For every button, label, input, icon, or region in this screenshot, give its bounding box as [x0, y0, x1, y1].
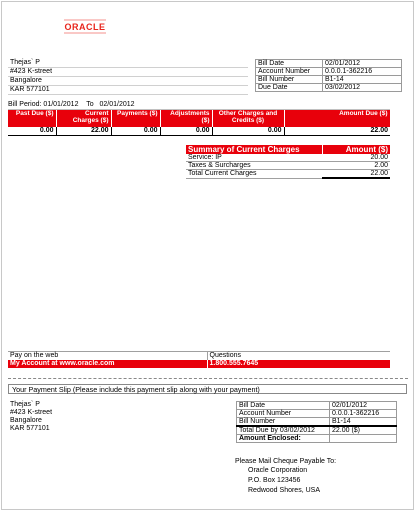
- cut-line: [8, 378, 408, 379]
- header-current-charges: Current Charges ($): [56, 110, 111, 127]
- summary-row-label: Service: IP: [186, 154, 322, 162]
- bill-period: [8, 100, 390, 110]
- slip-customer-city: Bangalore: [10, 417, 42, 424]
- value-amount-due: 22.00: [284, 127, 390, 136]
- mail-line-1: Oracle Corporation: [248, 467, 308, 474]
- header-adjustments: Adjustments ($): [160, 110, 212, 127]
- account-number-label: Account Number: [256, 68, 323, 76]
- slip-total-due-value: 22.00 ($): [330, 426, 397, 435]
- bill-date-value: 02/01/2012: [323, 60, 402, 68]
- summary-total-amount: 22.00: [322, 170, 390, 179]
- slip-customer-name: Thejas` P: [10, 401, 40, 408]
- bill-info-table: [255, 59, 402, 92]
- questions-label: Questions: [207, 352, 390, 361]
- slip-account-label: Account Number: [237, 410, 330, 418]
- summary-row-amount: 2.00: [322, 162, 390, 170]
- header-past-due: Past Due ($): [8, 110, 56, 127]
- due-date-value: 03/02/2012: [323, 84, 402, 92]
- value-other-charges: 0.00: [212, 127, 284, 136]
- account-number-value: 0.0.0.1-362216: [323, 68, 402, 76]
- oracle-logo: ORACLE: [64, 22, 106, 32]
- summary-table: [186, 145, 390, 179]
- slip-customer-street: #423 K-street: [10, 409, 53, 416]
- payment-slip-title: Your Payment Slip (Please include this payment slip along with your payment): [8, 384, 407, 394]
- charges-header: [8, 110, 391, 127]
- header-payments: Payments ($): [111, 110, 160, 127]
- summary-total-label: Total Current Charges: [186, 170, 322, 179]
- bill-number-label: Bill Number: [256, 76, 323, 84]
- bill-date-label: Bill Date: [256, 60, 323, 68]
- customer-street: #423 K-street: [8, 68, 248, 77]
- slip-customer-region: KAR 577101: [10, 425, 50, 432]
- summary-row-amount: 20.00: [322, 154, 390, 162]
- bill-period-to: 02/01/2012: [99, 101, 135, 108]
- bill-number-value: B1-14: [323, 76, 402, 84]
- phone-number: 1.800.555.7645: [209, 360, 259, 367]
- customer-region: KAR 577101: [8, 86, 248, 95]
- summary-title: Summary of Current Charges: [186, 145, 322, 154]
- web-payment-table: [8, 351, 390, 368]
- slip-total-due-label: Total Due by 03/02/2012: [237, 426, 330, 435]
- customer-name: Thejas` P: [8, 59, 248, 68]
- slip-amount-enclosed-label: Amount Enclosed:: [237, 435, 330, 443]
- customer-address: [8, 59, 248, 95]
- slip-customer-address: [8, 401, 228, 433]
- slip-bill-number-value: B1-14: [330, 418, 397, 427]
- due-date-label: Due Date: [256, 84, 323, 92]
- slip-bill-info-table: [236, 401, 397, 443]
- customer-city: Bangalore: [8, 77, 248, 86]
- summary-amount-header: Amount ($): [345, 145, 388, 154]
- mail-line-3: Redwood Shores, USA: [248, 487, 320, 494]
- bill-period-to-label: To: [86, 101, 94, 108]
- slip-bill-date-label: Bill Date: [237, 402, 330, 410]
- pay-on-web-label: Pay on the web: [8, 352, 207, 361]
- header-amount-due: Amount Due ($): [284, 110, 390, 127]
- bill-period-from: 01/01/2012: [43, 101, 79, 108]
- slip-bill-number-label: Bill Number: [237, 418, 330, 427]
- value-past-due: 0.00: [8, 127, 56, 136]
- bill-page: [1, 1, 414, 510]
- bill-period-label: Bill Period:: [8, 101, 42, 108]
- slip-amount-enclosed-field[interactable]: [330, 435, 397, 443]
- value-payments: 0.00: [111, 127, 160, 136]
- mail-cheque-heading: Please Mail Cheque Payable To:: [235, 458, 337, 465]
- my-account-link[interactable]: My Account at www.oracle.com: [8, 360, 207, 368]
- value-current-charges: 22.00: [56, 127, 111, 136]
- slip-account-value: 0.0.0.1-362216: [330, 410, 397, 418]
- header-other-charges: Other Charges and Credits ($): [212, 110, 284, 127]
- slip-bill-date-value: 02/01/2012: [330, 402, 397, 410]
- value-adjustments: 0.00: [160, 127, 212, 136]
- charges-values: [8, 127, 390, 136]
- mail-line-2: P.O. Box 123456: [248, 477, 301, 484]
- summary-row-label: Taxes & Surcharges: [186, 162, 322, 170]
